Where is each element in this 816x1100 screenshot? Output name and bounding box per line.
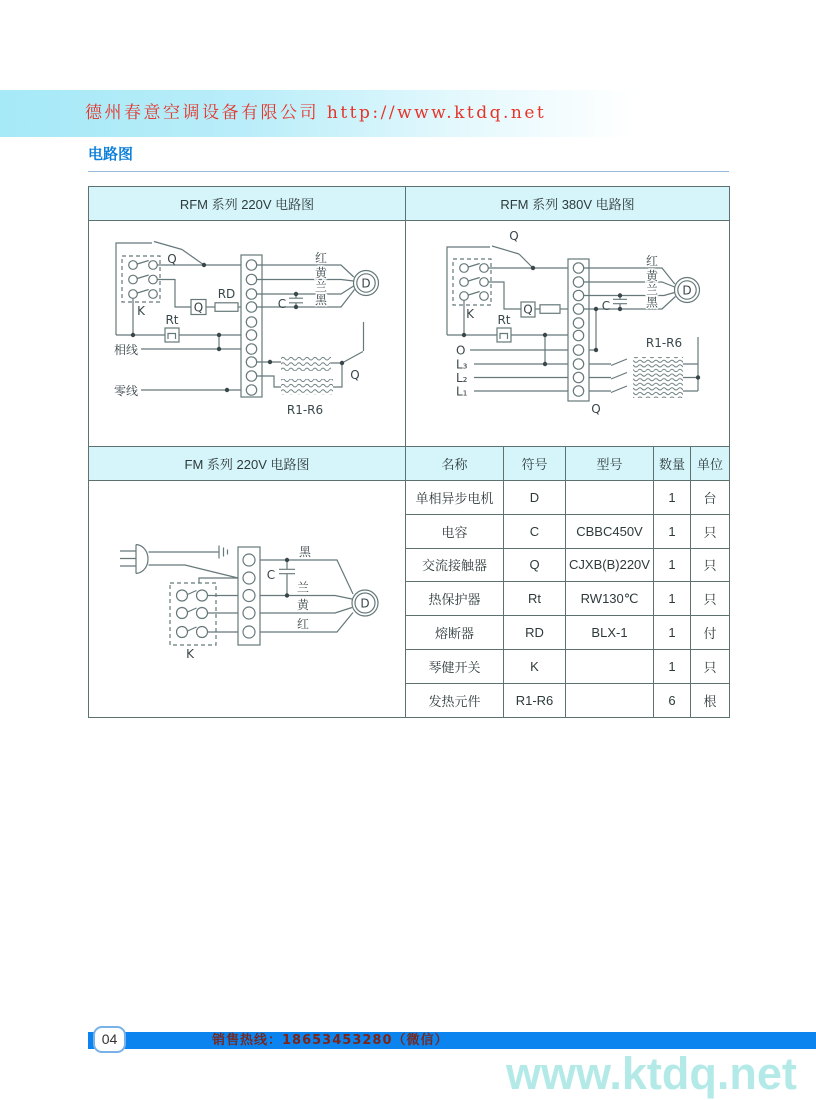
heater-resistor [633, 371, 683, 385]
wire [208, 596, 239, 633]
label-wire-blue: 兰 [296, 580, 310, 595]
label-motor: D [360, 596, 370, 611]
thermal-protector-rt [165, 328, 179, 342]
part-name: 发热元件 [406, 683, 504, 717]
label-k: K [466, 307, 474, 321]
label-rt: Rt [165, 313, 179, 327]
part-symbol: C [504, 514, 566, 548]
fuse-rd-box [215, 303, 238, 312]
table-row [89, 447, 730, 481]
company-header: 德州春意空调设备有限公司 http://www.ktdq.net [85, 103, 547, 123]
label-capacitor: C [266, 568, 276, 582]
part-symbol: K [504, 649, 566, 683]
part-unit: 台 [691, 481, 730, 515]
label-wire-blue: 兰 [314, 280, 328, 294]
capacitor-symbol [279, 560, 295, 596]
page-number-badge: 04 [93, 1026, 126, 1053]
fm220-circuit-diagram [89, 481, 404, 710]
part-unit: 付 [691, 616, 730, 650]
label-motor: D [682, 283, 692, 298]
label-wire-black: 黑 [314, 293, 328, 307]
part-unit: 只 [691, 649, 730, 683]
heater-resistor [633, 384, 683, 398]
motor-wires [257, 265, 355, 307]
table-row [89, 481, 730, 515]
part-qty: 1 [654, 548, 691, 582]
part-qty: 1 [654, 616, 691, 650]
rfm380-diagram-cell [406, 221, 730, 447]
rfm380-circuit-diagram [406, 221, 728, 445]
label-q-top: Q [509, 229, 519, 243]
part-symbol: RD [504, 616, 566, 650]
part-symbol: Q [504, 548, 566, 582]
part-model [566, 649, 654, 683]
part-name: 单相异步电机 [406, 481, 504, 515]
label-rt: Rt [497, 313, 511, 327]
terminal-strip [238, 547, 260, 645]
label-motor: D [361, 276, 371, 291]
keyboard-switch-k [170, 583, 216, 645]
label-wire-black: 黑 [298, 545, 312, 559]
label-wire-blue: 兰 [645, 283, 659, 297]
switch-q-right [342, 322, 364, 363]
col-header-model: 型号 [566, 447, 654, 481]
col-header-name: 名称 [406, 447, 504, 481]
label-l1: L₁ [456, 384, 468, 399]
terminal-strip [568, 259, 589, 401]
label-wire-yellow: 黄 [645, 269, 659, 283]
part-model [566, 683, 654, 717]
part-qty: 1 [654, 649, 691, 683]
motor-wires [584, 268, 676, 309]
label-q-bottom: Q [591, 402, 601, 416]
part-model: CJXB(B)220V [566, 548, 654, 582]
part-name: 琴健开关 [406, 649, 504, 683]
part-name: 熔断器 [406, 616, 504, 650]
ground-mark [219, 546, 228, 559]
label-o: O [456, 343, 466, 358]
fm220-title-cell: FM 系列 220V 电路图 [89, 447, 406, 481]
label-wire-red: 红 [296, 617, 310, 631]
label-q-box: Q [193, 300, 204, 315]
label-q-right: Q [350, 368, 360, 382]
wire [257, 362, 281, 387]
thermal-protector-rt [497, 328, 511, 342]
label-k: K [137, 304, 145, 318]
keyboard-switch-k [453, 259, 491, 305]
power-plug [120, 545, 148, 574]
part-qty: 6 [654, 683, 691, 717]
rfm380-title-cell: RFM 系列 380V 电路图 [406, 187, 730, 221]
part-unit: 只 [691, 514, 730, 548]
part-name: 电容 [406, 514, 504, 548]
part-qty: 1 [654, 514, 691, 548]
col-header-qty: 数量 [654, 447, 691, 481]
page-title: 电路图 [88, 146, 134, 163]
wire [179, 335, 241, 349]
circuit-table [88, 186, 730, 718]
wire [589, 364, 611, 391]
part-symbol: D [504, 481, 566, 515]
fm220-diagram-cell [89, 481, 406, 718]
label-resistors: R1-R6 [645, 336, 683, 350]
table-row [89, 187, 730, 221]
label-wire-red: 红 [314, 251, 328, 265]
label-l3: L₃ [456, 357, 468, 372]
heater-resistor [281, 379, 333, 395]
part-qty: 1 [654, 582, 691, 616]
title-divider [88, 171, 729, 172]
label-resistors: R1-R6 [286, 403, 324, 417]
wire [149, 565, 239, 578]
label-k: K [186, 647, 194, 661]
switch-q-top [154, 242, 204, 266]
part-symbol: Rt [504, 582, 566, 616]
heater-resistor [281, 355, 331, 371]
header-band [0, 90, 816, 137]
footer-bar [88, 1032, 816, 1049]
label-rd: RD [217, 287, 236, 301]
part-symbol: R1-R6 [504, 683, 566, 717]
part-name: 热保护器 [406, 582, 504, 616]
col-header-symbol: 符号 [504, 447, 566, 481]
wire [199, 578, 238, 583]
junction-dots [131, 263, 344, 392]
part-model: BLX-1 [566, 616, 654, 650]
fuse-box [540, 305, 560, 314]
label-wire-yellow: 黄 [296, 598, 310, 612]
label-q-box: Q [523, 302, 533, 317]
label-q-top: Q [167, 252, 177, 266]
label-wire-red: 红 [645, 254, 659, 268]
switch-q-top [492, 246, 533, 268]
heater-resistor [633, 357, 683, 371]
part-unit: 根 [691, 683, 730, 717]
site-watermark: www.ktdq.net [506, 1048, 797, 1099]
label-capacitor: C [601, 299, 611, 313]
label-wire-yellow: 黄 [314, 266, 328, 280]
part-qty: 1 [654, 481, 691, 515]
part-unit: 只 [691, 548, 730, 582]
keyboard-switch-k [122, 256, 160, 302]
rfm220-circuit-diagram [89, 221, 404, 445]
label-phase: 相线 [114, 343, 139, 357]
part-model: CBBC450V [566, 514, 654, 548]
wire [157, 280, 191, 308]
part-model: RW130℃ [566, 582, 654, 616]
part-name: 交流接触器 [406, 548, 504, 582]
label-neutral: 零线 [114, 384, 139, 398]
part-model [566, 481, 654, 515]
col-header-unit: 单位 [691, 447, 730, 481]
label-wire-black: 黑 [645, 295, 659, 310]
rfm220-diagram-cell [89, 221, 406, 447]
label-capacitor: C [277, 297, 287, 311]
right-bus [683, 337, 698, 391]
part-unit: 只 [691, 582, 730, 616]
rfm220-title-cell: RFM 系列 220V 电路图 [89, 187, 406, 221]
sales-hotline: 销售热线：18653453280（微信） [212, 1033, 449, 1048]
wire [589, 309, 596, 350]
label-l2: L₂ [456, 371, 468, 385]
switch-q-blades [611, 359, 627, 393]
wire [488, 282, 521, 309]
table-row [89, 221, 730, 447]
